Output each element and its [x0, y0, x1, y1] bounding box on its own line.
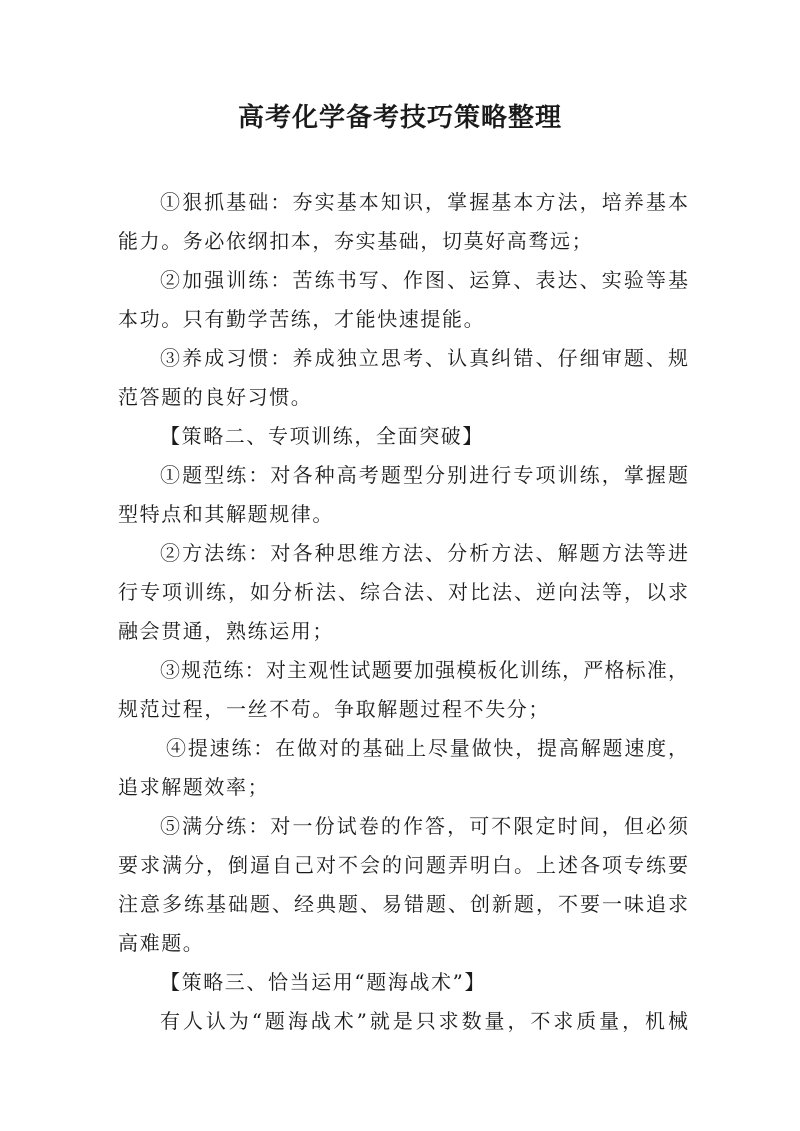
section-heading: 【策略二、专项训练，全面突破】: [160, 424, 484, 448]
paragraph-line: 本功。只有勤学苦练，才能快速提能。: [118, 307, 486, 331]
paragraph-line: ②加强训练：苦练书写、作图、运算、表达、实验等基: [160, 268, 688, 292]
paragraph-line: 融会贯通，熟练运用；: [118, 619, 334, 643]
paragraph-line: 有人认为“题海战术”就是只求数量，不求质量，机械: [160, 1009, 688, 1033]
paragraph-line: ③规范练：对主观性试题要加强模板化训练，严格标准，: [160, 658, 688, 682]
paragraph-line: 型特点和其解题规律。: [118, 502, 334, 526]
paragraph-line: ①狠抓基础：夯实基本知识，掌握基本方法，培养基本: [160, 190, 688, 214]
paragraph-line: 注意多练基础题、经典题、易错题、创新题，不要一味追求: [118, 892, 688, 916]
section-heading: 【策略三、恰当运用“题海战术”】: [160, 970, 487, 994]
paragraph-line: ③养成习惯：养成独立思考、认真纠错、仔细审题、规: [160, 346, 688, 370]
paragraph-line: 范答题的良好习惯。: [118, 385, 313, 409]
paragraph-line: ④提速练：在做对的基础上尽量做快，提高解题速度，: [166, 736, 688, 760]
paragraph-line: 行专项训练，如分析法、综合法、对比法、逆向法等，以求: [118, 580, 688, 604]
paragraph-line: 高难题。: [118, 931, 205, 955]
paragraph-line: ⑤满分练：对一份试卷的作答，可不限定时间，但必须: [160, 814, 688, 838]
paragraph-line: 能力。务必依纲扣本，夯实基础，切莫好高骛远；: [118, 229, 594, 253]
paragraph-line: 规范过程，一丝不苟。争取解题过程不失分；: [118, 697, 550, 721]
paragraph-line: 追求解题效率；: [118, 775, 270, 799]
paragraph-line: ①题型练：对各种高考题型分别进行专项训练，掌握题: [160, 463, 688, 487]
paragraph-line: ②方法练：对各种思维方法、分析方法、解题方法等进: [160, 541, 688, 565]
paragraph-line: 要求满分，倒逼自己对不会的问题弄明白。上述各项专练要: [118, 853, 688, 877]
document-title: 高考化学备考技巧策略整理: [237, 103, 562, 133]
